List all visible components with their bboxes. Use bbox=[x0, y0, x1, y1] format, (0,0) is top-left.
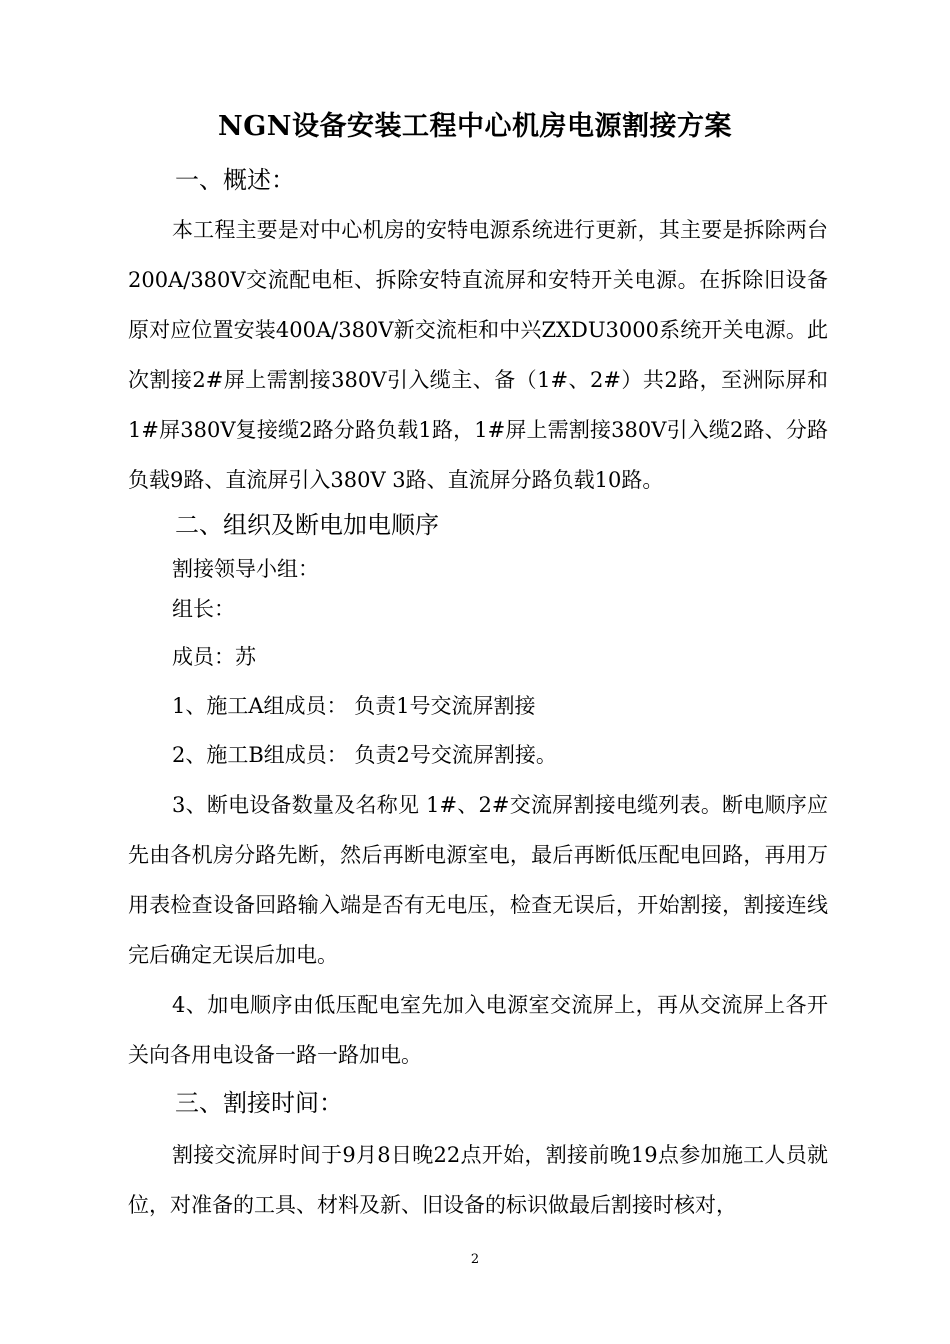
section-3-paragraph: 割接交流屏时间于9月8日晚22点开始，割接前晚19点参加施工人员就位，对准备的工具、材料及新、旧设备的标识做最后割接时核对， bbox=[128, 1143, 828, 1217]
members-label: 成员：苏 bbox=[172, 645, 256, 669]
document-title: NGN设备安装工程中心机房电源割接方案 bbox=[218, 111, 732, 142]
power-off-sequence-paragraph: 3、断电设备数量及名称见 1#、2#交流屏割接电缆列表。断电顺序应先由各机房分路先断，然后再断电源室电，最后再断低压配电回路，再用万用表检查设备回路输入端是否有无电压，检查无误后，开始割接，割接连线完后确定无误后加电。 bbox=[128, 793, 828, 967]
section-3-heading: 三、割接时间： bbox=[175, 1089, 343, 1117]
team-a-item: 1、施工A组成员： 负责1号交流屏割接 bbox=[172, 694, 536, 718]
section-2-heading: 二、组织及断电加电顺序 bbox=[175, 511, 439, 539]
leader-group-label: 割接领导小组： bbox=[172, 557, 319, 581]
section-1-paragraph: 本工程主要是对中心机房的安特电源系统进行更新，其主要是拆除两台200A/380V交流配电柜、拆除安特直流屏和安特开关电源。在拆除旧设备原对应位置安装400A/380V新交流柜和中兴ZXDU3000系统开关电源。此次割接2#屏上需割接380V引入缆主、备（1#、2#）共2路，至洲际屏和1#屏380V复接缆2路分路负载1路，1#屏上需割接380V引入缆2路、分路负载9路、直流屏引入380V 3路、直流屏分路负载10路。 bbox=[128, 218, 828, 492]
section-1-heading: 一、概述： bbox=[175, 166, 295, 194]
team-leader-label: 组长： bbox=[172, 597, 235, 621]
page-number: 2 bbox=[470, 1252, 480, 1267]
team-b-item: 2、施工B组成员： 负责2号交流屏割接。 bbox=[172, 743, 557, 767]
power-on-sequence-paragraph: 4、加电顺序由低压配电室先加入电源室交流屏上，再从交流屏上各开关向各用电设备一路一路加电。 bbox=[128, 993, 828, 1067]
